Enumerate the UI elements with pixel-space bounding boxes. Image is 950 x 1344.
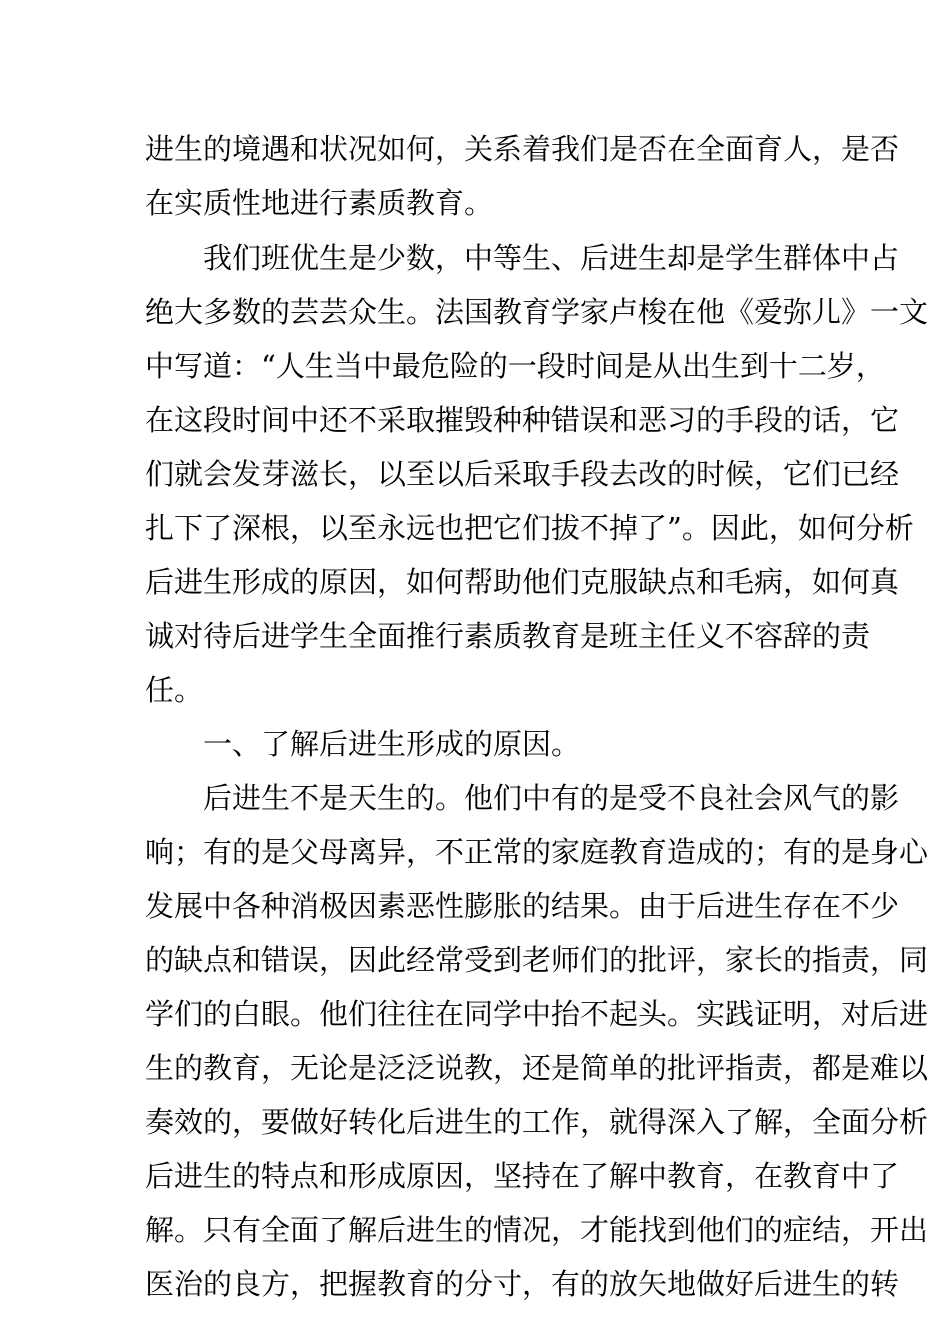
- paragraph-line: 在这段时间中还不采取摧毁种种错误和恶习的手段的话，它: [145, 403, 900, 437]
- paragraph-line: 绝大多数的芸芸众生。法国教育学家卢梭在他《爱弥儿》一文: [145, 295, 929, 329]
- paragraph-line: 在实质性地进行素质教育。: [145, 186, 494, 220]
- paragraph-line: 后进生的特点和形成原因，坚持在了解中教育，在教育中了: [145, 1159, 900, 1193]
- paragraph-line: 学们的白眼。他们往往在同学中抬不起头。实践证明，对后进: [145, 997, 929, 1031]
- paragraph-line: 们就会发芽滋长，以至以后采取手段去改的时候，它们已经: [145, 457, 900, 491]
- paragraph-line: 中写道：“人生当中最危险的一段时间是从出生到十二岁，: [145, 349, 885, 383]
- section-heading: 一、了解后进生形成的原因。: [203, 727, 581, 761]
- paragraph-line: 的缺点和错误，因此经常受到老师们的批评，家长的指责，同: [145, 943, 929, 977]
- paragraph-line: 进生的境遇和状况如何，关系着我们是否在全面育人，是否: [145, 132, 900, 166]
- paragraph-line: 任。: [145, 673, 204, 707]
- paragraph-line: 我们班优生是少数，中等生、后进生却是学生群体中占: [203, 241, 900, 275]
- paragraph-line: 发展中各种消极因素恶性膨胀的结果。由于后进生存在不少: [145, 889, 900, 923]
- paragraph-line: 解。只有全面了解后进生的情况，才能找到他们的症结，开出: [145, 1213, 929, 1247]
- paragraph-line: 响；有的是父母离异，不正常的家庭教育造成的；有的是身心: [145, 835, 929, 869]
- paragraph-line: 奏效的，要做好转化后进生的工作，就得深入了解，全面分析: [145, 1105, 929, 1139]
- paragraph-line: 扎下了深根，以至永远也把它们拔不掉了”。因此，如何分析: [145, 511, 914, 545]
- paragraph-line: 医治的良方，把握教育的分寸，有的放矢地做好后进生的转: [145, 1267, 900, 1301]
- paragraph-line: 诚对待后进学生全面推行素质教育是班主任义不容辞的责: [145, 619, 871, 653]
- paragraph-line: 后进生形成的原因，如何帮助他们克服缺点和毛病，如何真: [145, 565, 900, 599]
- paragraph-line: 生的教育，无论是泛泛说教，还是简单的批评指责，都是难以: [145, 1051, 929, 1085]
- paragraph-line: 后进生不是天生的。他们中有的是受不良社会风气的影: [203, 781, 900, 815]
